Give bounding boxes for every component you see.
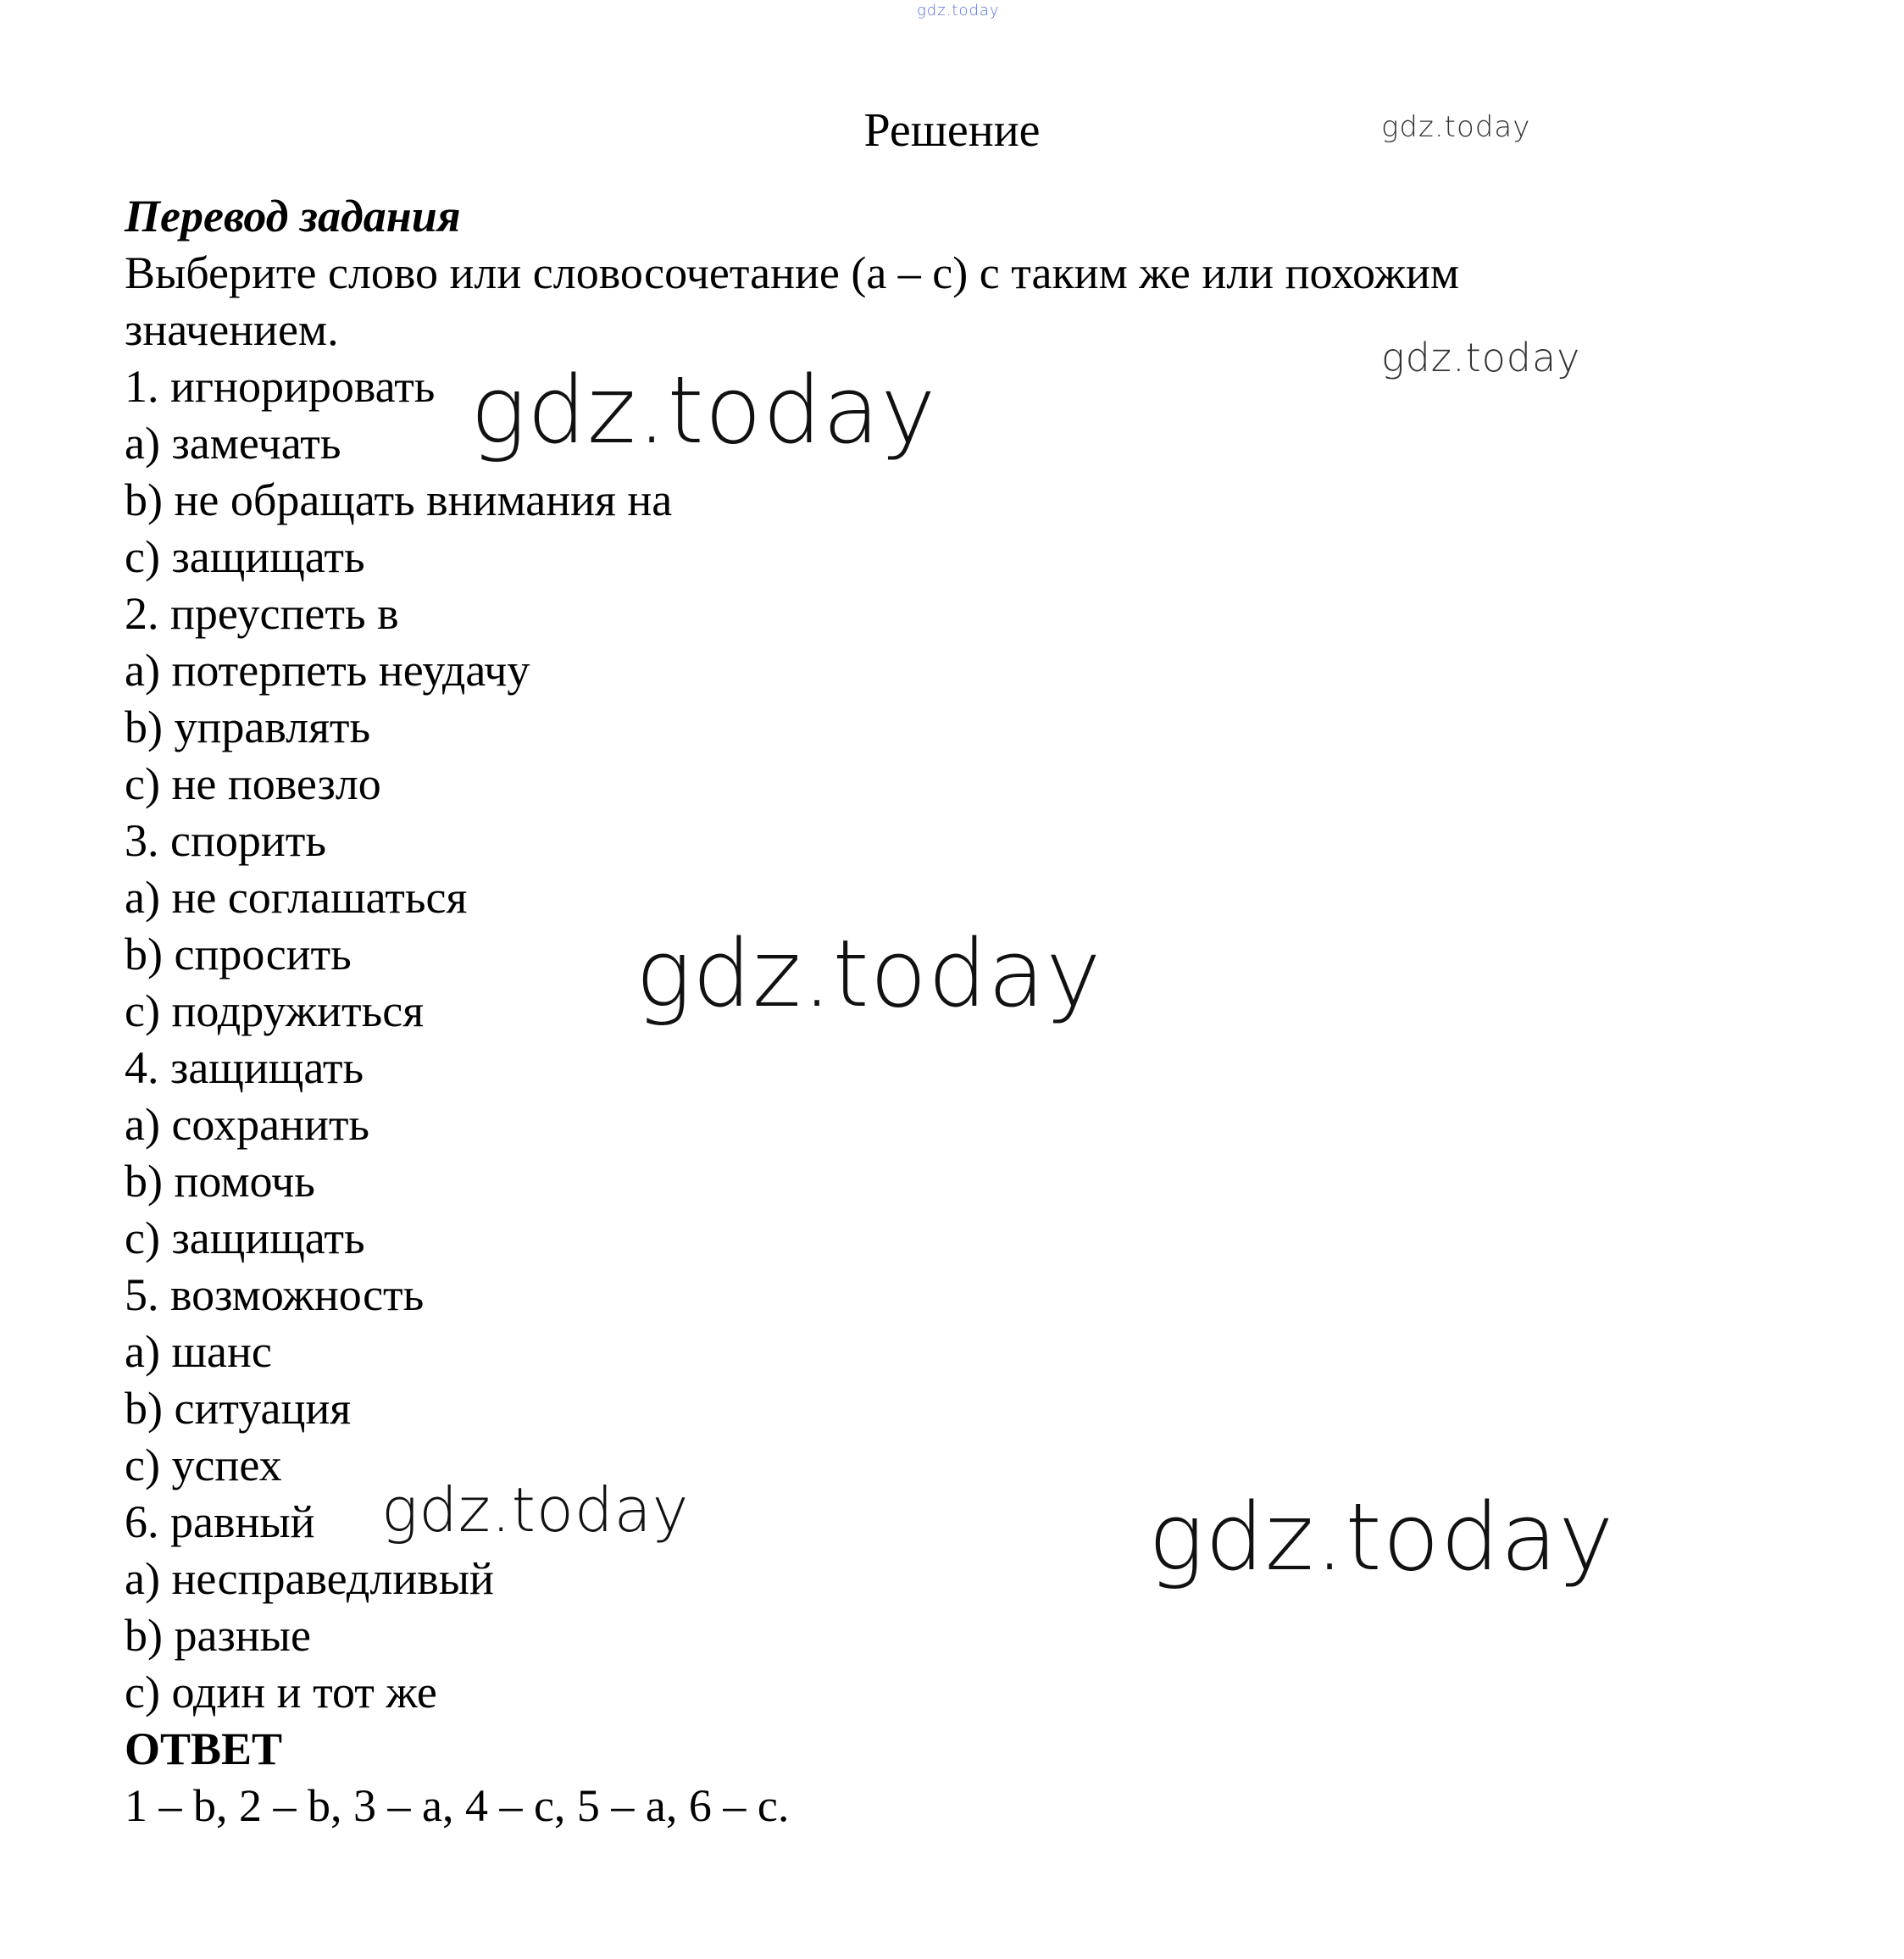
option-item: a) сохранить xyxy=(125,1099,370,1150)
option-item: a) не соглашаться xyxy=(125,872,468,923)
option-item: b) разные xyxy=(125,1610,311,1661)
watermark-large-2: gdz.today xyxy=(636,919,1102,1028)
question-item: 1. игнорировать xyxy=(125,361,436,412)
option-item: a) замечать xyxy=(125,418,341,469)
translation-heading: Перевод задания xyxy=(125,191,461,241)
answer-heading: ОТВЕТ xyxy=(125,1723,283,1774)
watermark-large-3: gdz.today xyxy=(1148,1483,1615,1591)
question-item: 3. спорить xyxy=(125,815,326,866)
question-item: 4. защищать xyxy=(125,1042,364,1093)
instruction-line: значением. xyxy=(125,304,339,355)
answer-text: 1 – b, 2 – b, 3 – a, 4 – c, 5 – a, 6 – c. xyxy=(125,1780,790,1831)
option-item: c) один и тот же xyxy=(125,1667,437,1718)
watermark-small-2: gdz.today xyxy=(1381,335,1581,380)
option-item: c) подружиться xyxy=(125,985,425,1036)
option-item: b) помочь xyxy=(125,1156,315,1207)
option-item: a) потерпеть неудачу xyxy=(125,645,530,696)
option-item: a) шанс xyxy=(125,1326,272,1377)
option-item: b) ситуация xyxy=(125,1383,352,1434)
option-item: a) несправедливый xyxy=(125,1553,494,1604)
question-item: 6. равный xyxy=(125,1496,315,1547)
option-item: c) защищать xyxy=(125,1213,365,1263)
option-item: c) не повезло xyxy=(125,758,381,809)
option-item: c) защищать xyxy=(125,531,365,582)
watermark-medium-1: gdz.today xyxy=(381,1474,690,1546)
watermark-small-1: gdz.today xyxy=(1381,110,1531,144)
option-item: b) управлять xyxy=(125,702,371,752)
watermark-top: gdz.today xyxy=(917,2,1000,19)
option-item: b) не обращать внимания на xyxy=(125,474,673,525)
page-title: Решение xyxy=(863,104,1041,157)
instruction-line: Выберите слово или словосочетание (a – c) с таким же или похожим xyxy=(125,247,1460,298)
option-item: b) спросить xyxy=(125,929,352,980)
question-item: 5. возможность xyxy=(125,1269,425,1320)
watermark-large-1: gdz.today xyxy=(470,356,937,464)
question-item: 2. преуспеть в xyxy=(125,588,399,639)
option-item: c) успех xyxy=(125,1440,282,1490)
